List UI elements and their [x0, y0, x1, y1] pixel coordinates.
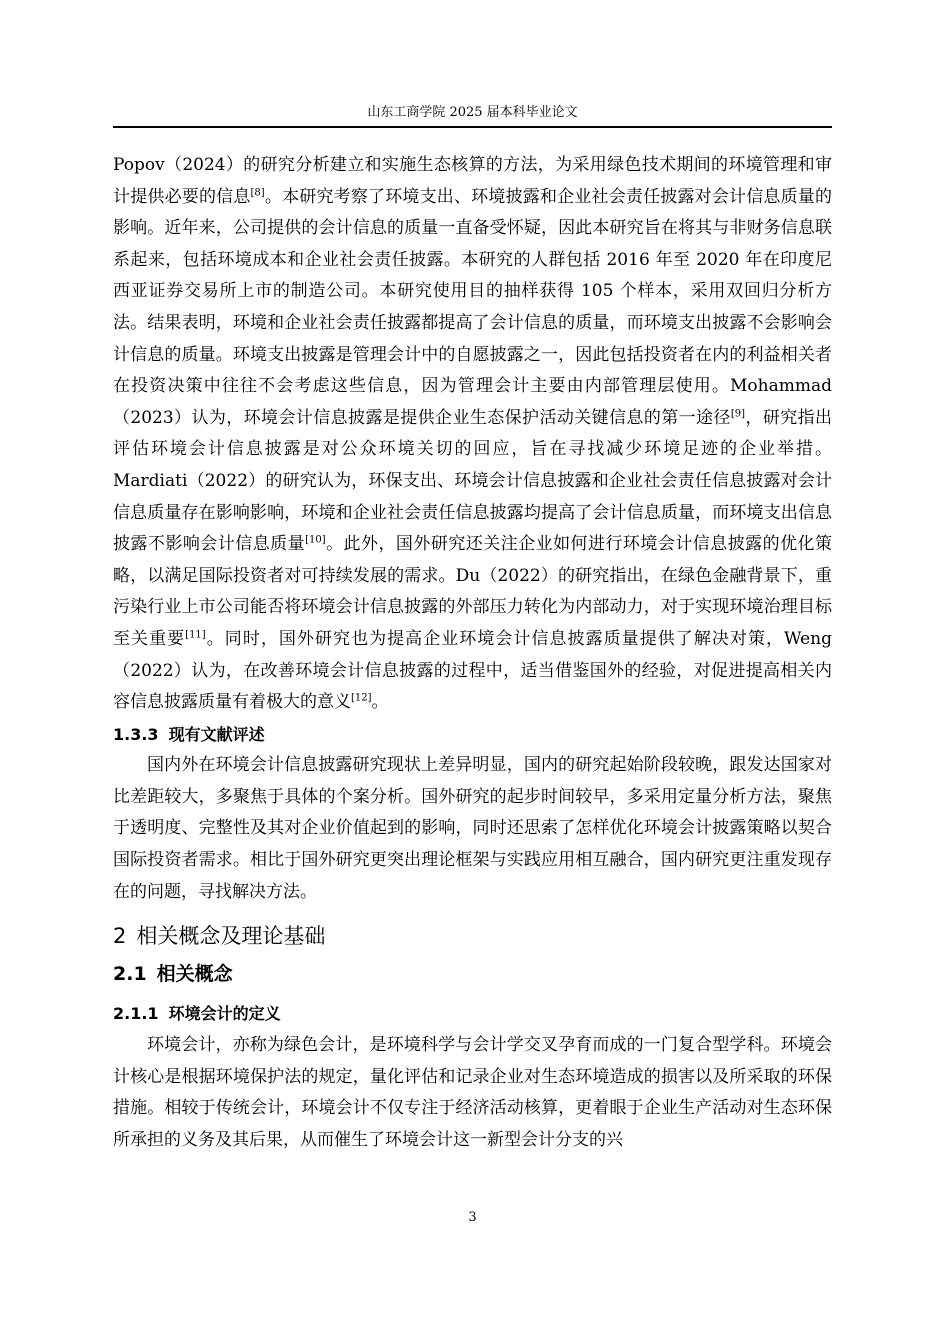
heading-number: 2	[113, 924, 127, 949]
heading-2-1-1	[113, 1000, 832, 1028]
heading-title: 环境会计的定义	[168, 1004, 281, 1024]
heading-2-1	[113, 960, 832, 988]
text-run: Popov（2024）的研究分析建立和实施生态核算的方法，为采用绿色技术期间的环境管理和审计提供必要的信息	[113, 155, 832, 207]
citation-8: [8]	[250, 186, 265, 198]
paragraph-literature-review: 国内外在环境会计信息披露研究现状上差异明显，国内的研究起始阶段较晚，跟发达国家对比差距较大，多聚焦于具体的个案分析。国外研究的起步时间较早，多采用定量分析方法，聚焦于透明度、完整性及其对企业价值起到的影响，同时还思索了怎样优化环境会计披露策略以契合国际投资者需求。相比于国外研究更突出理论框架与实践应用相互融合，国内研究更注重发现存在的问题，寻找解决方法。	[113, 755, 832, 902]
heading-1-3-3	[113, 719, 832, 751]
heading-chapter-2	[113, 922, 832, 950]
citation-12: [12]	[351, 692, 372, 704]
heading-number: 2.1	[113, 963, 147, 986]
heading-title: 相关概念	[156, 963, 233, 986]
paragraph-env-accounting-definition: 环境会计，亦称为绿色会计，是环境科学与会计学交叉孕育而成的一门复合型学科。环境会计核心是根据环境保护法的规定，量化评估和记录企业对生态环境造成的损害以及所采取的环保措施。相较于传统会计，环境会计不仅专注于经济活动核算，更着眼于企业生产活动对生态环保所承担的义务及其后果，从而催生了环境会计这一新型会计分支的兴	[113, 1035, 832, 1151]
text-run: ，研究指出评估环境会计信息披露是对公众环境关切的回应，旨在寻找减少环境足迹的企业举措。Mardiati（2022）的研究认为，环保支出、环境会计信息披露和企业社会责任信息披露对会计信息质量存在影响影响，环境和企业社会责任信息披露均提高了会计信息质量，而环境支出信息披露不影响会计信息质量	[113, 407, 833, 555]
header-rule	[113, 126, 832, 128]
citation-10: [10]	[305, 534, 326, 546]
text-run: 。本研究考察了环境支出、环境披露和企业社会责任披露对会计信息质量的影响。近年来，公司提供的会计信息的质量一直备受怀疑，因此本研究旨在将其与非财务信息联系起来，包括环境成本和企业社会责任披露。本研究的人群包括 2016 年至 2020 年在印度尼西亚证券交易所上市的制造公司。本研究使用目的抽样获得 105 个样本，采用双回归分析方法。结果表明，环境和企业社会责任披露都提高了会计信息的质量，而环境支出披露不会影响会计信息的质量。环境支出披露是管理会计中的自愿披露之一，因此包括投资者在内的利益相关者在投资决策中往往不会考虑这些信息，因为管理会计主要由内部管理层使用。Mohammad（2023）认为，环境会计信息披露是提供企业生态保护活动关键信息的第一途径	[113, 186, 833, 428]
running-header: 山东工商学院 2025 届本科毕业论文	[367, 105, 578, 120]
page-content	[113, 150, 832, 1157]
heading-number: 2.1.1	[113, 1004, 159, 1024]
paragraph-literature-foreign	[113, 150, 832, 719]
heading-title: 现有文献评述	[168, 724, 265, 744]
text-run: 。同时，国外研究也为提高企业环境会计信息披露质量提供了解决对策，Weng（2022）认为，在改善环境会计信息披露的过程中，适当借鉴国外的经验，对促进提高相关内容信息披露质量有着极大的意义	[113, 628, 833, 713]
heading-title: 相关概念及理论基础	[136, 924, 326, 949]
heading-number: 1.3.3	[113, 724, 159, 744]
citation-11: [11]	[185, 629, 206, 641]
text-run: 。	[371, 692, 389, 713]
citation-9: [9]	[730, 408, 746, 420]
page-number: 3	[468, 1210, 477, 1225]
text-run: 。此外，国外研究还关注企业如何进行环境会计信息披露的优化策略，以满足国际投资者对可持续发展的需求。Du（2022）的研究指出，在绿色金融背景下，重污染行业上市公司能否将环境会计信息披露的外部压力转化为内部动力，对于实现环境治理目标至关重要	[113, 534, 833, 649]
